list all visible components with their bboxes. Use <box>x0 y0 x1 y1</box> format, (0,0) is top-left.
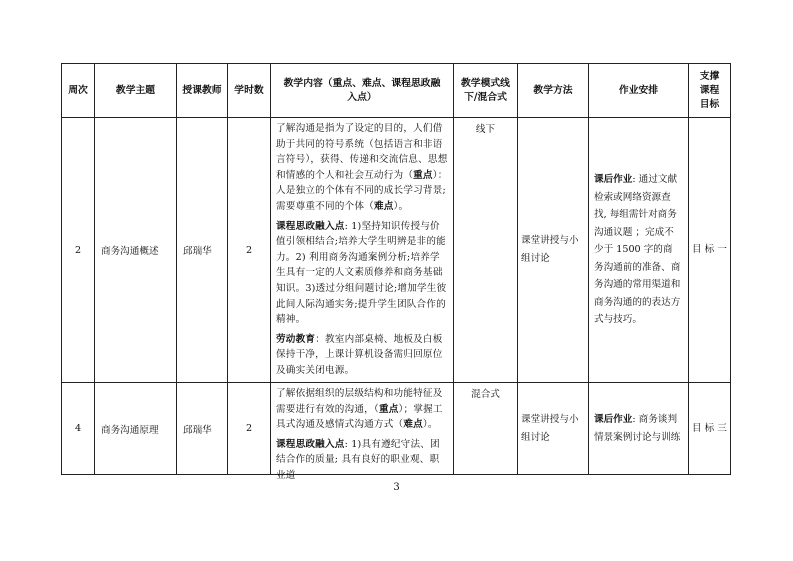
header-method: 教学方法 <box>518 64 589 118</box>
ideology-label: 课程思政融入点 <box>276 438 345 450</box>
header-week: 周次 <box>62 64 95 118</box>
table-row <box>62 118 731 383</box>
header-mode: 教学模式线下/混合式 <box>454 64 518 118</box>
content-paragraph: 了解依据组织的层级结构和功能特征及需要进行有效的沟通，（重点）；掌握工具式沟通及感情式沟通方式（难点）。 <box>276 388 443 431</box>
ideology-label: 课程思政融入点 <box>276 220 345 232</box>
homework-label: 课后作业 <box>594 174 633 186</box>
week-cell: 2 <box>62 118 95 383</box>
goal-cell: 目 标 一 <box>689 118 731 383</box>
teacher-cell: 邱瑞华 <box>177 118 228 383</box>
difficulty-label: 难点 <box>403 419 423 431</box>
header-goal: 支撑课程目标 <box>689 64 731 118</box>
course-schedule-table <box>61 63 731 481</box>
header-content: 教学内容（重点、难点、课程思政融入点） <box>271 64 454 118</box>
theme-cell: 商务沟通概述 <box>95 118 177 383</box>
content-cell <box>271 118 454 383</box>
difficulty-label: 难点 <box>373 200 394 212</box>
goal-cell: 目 标 三 <box>689 383 731 475</box>
ideology-paragraph: 课程思政融入点: 1)具有遵纪守法、团结合作的质量; 具有良好的职业观、职业道 <box>276 438 440 481</box>
mode-cell: 混合式 <box>454 383 518 475</box>
teacher-cell: 邱瑞华 <box>177 383 228 475</box>
labor-paragraph: 劳动教育：教室内部桌椅、地板及白板保持干净，上课计算机设备需归回原位及确实关闭电源。 <box>276 333 443 376</box>
method-cell: 课堂讲授与小组讨论 <box>518 383 589 475</box>
method-cell: 课堂讲授与小组讨论 <box>518 118 589 383</box>
content-cell <box>271 383 454 481</box>
key-point-label: 重点 <box>378 403 399 415</box>
header-hours: 学时数 <box>228 64 271 118</box>
header-teacher: 授课教师 <box>177 64 228 118</box>
ideology-paragraph: 课程思政融入点: 1)坚持知识传授与价值引领相结合;培养大学生明辨是非的能力。2) 利用商务沟通案例分析;培养学生具有一定的人文素质修养和商务基础知识。3)透过分组问题讨论;增加学生彼此间人际沟通实务;提升学生团队合作的精神。 <box>276 220 447 326</box>
header-theme: 教学主题 <box>95 64 177 118</box>
table-header-row <box>62 64 731 118</box>
content-paragraph: 了解沟通是指为了设定的目的，人们借助于共同的符号系统（包括语言和非语言符号），获得、传递和交流信息、思想和情感的个人和社会互动行为（重点）：人是独立的个体有不同的成长学习背景;需要尊重不同的个体（难点）。 <box>276 123 448 212</box>
table-row <box>62 383 731 475</box>
homework-label: 课后作业 <box>594 414 633 425</box>
header-homework: 作业安排 <box>589 64 689 118</box>
key-point-label: 重点 <box>413 169 433 181</box>
mode-cell: 线下 <box>454 118 518 383</box>
homework-cell: 课后作业: 商务谈判情景案例讨论与训练 <box>589 383 689 475</box>
hours-cell: 2 <box>228 383 271 475</box>
page-number: 3 <box>393 482 400 493</box>
week-cell: 4 <box>62 383 95 475</box>
theme-cell: 商务沟通原理 <box>95 383 177 475</box>
hours-cell: 2 <box>228 118 271 383</box>
labor-label: 劳动教育 <box>276 333 316 345</box>
homework-cell: 课后作业: 通过文献检索或网络资源查找, 每组需针对商务沟通议题 ；完成不少于 1500 字的商务沟通前的准备、商务沟通的常用渠道和商务沟通的的表达方式与技巧。 <box>589 118 689 383</box>
